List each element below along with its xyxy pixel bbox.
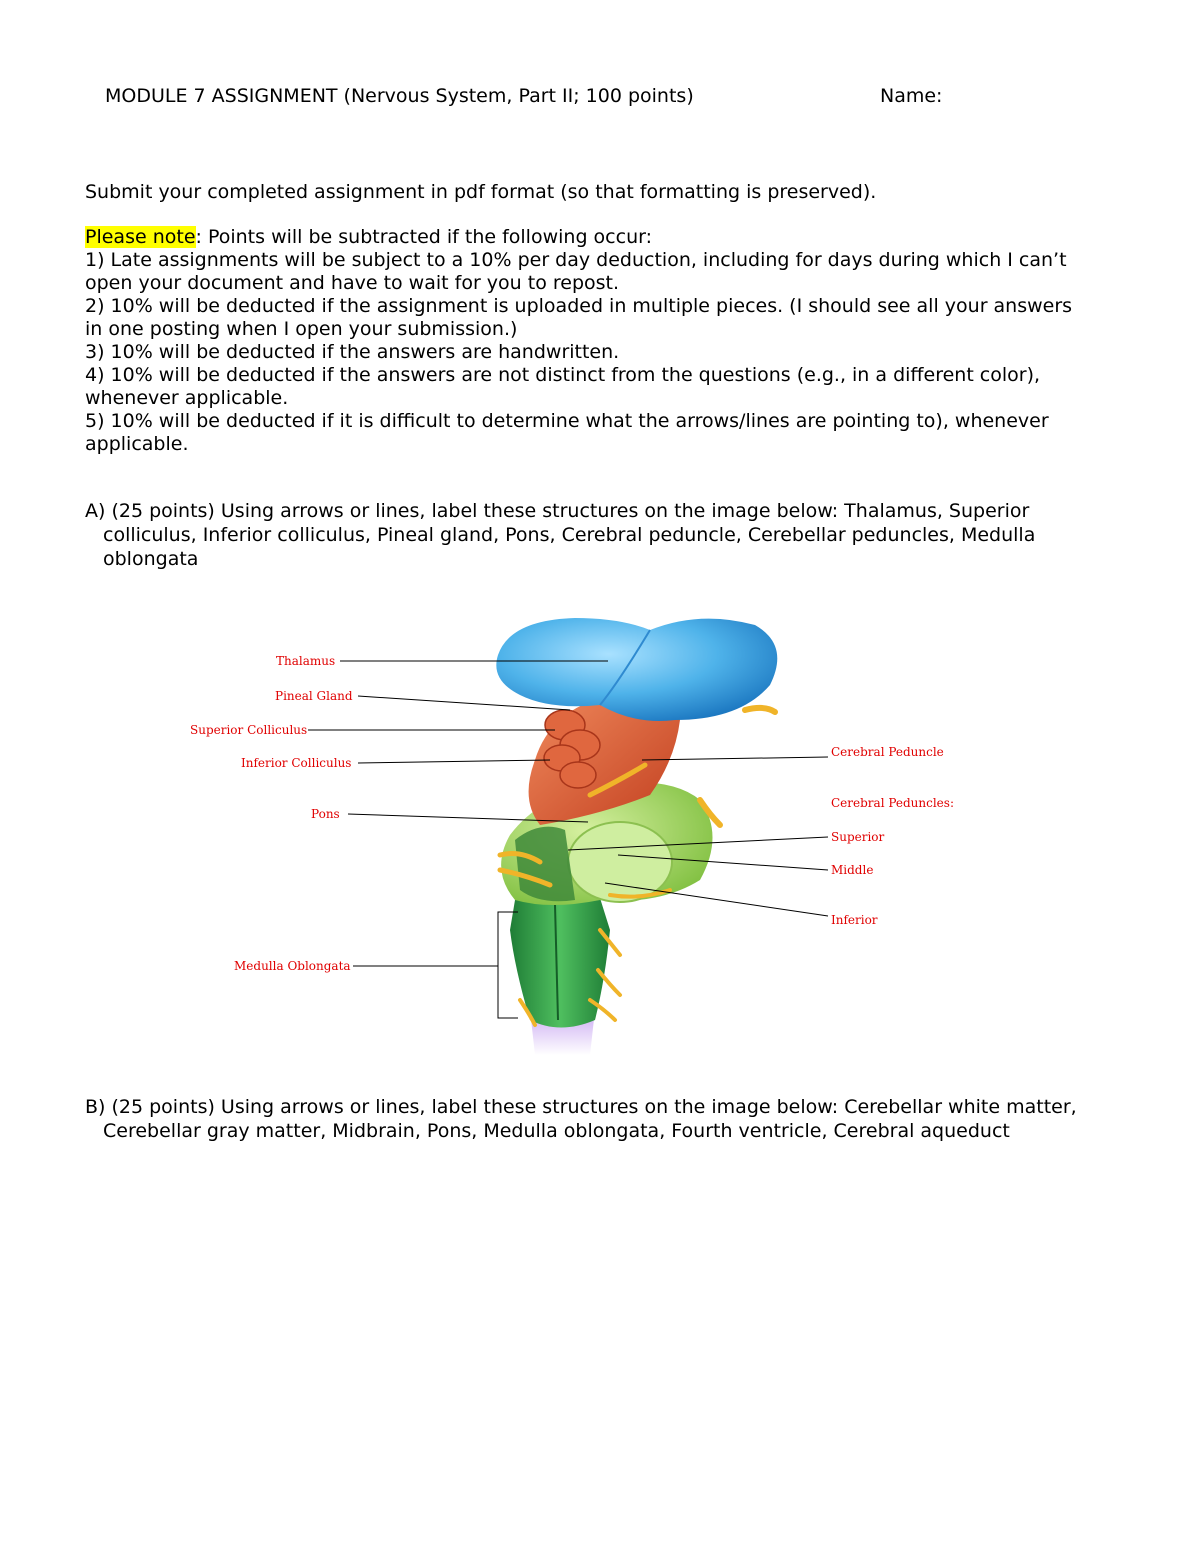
rule-line: 1) Late assignments will be subject to a 10% per day deduction, including for days during which I can’t [85, 249, 1067, 271]
label-inferior-peduncle: Inferior [831, 913, 878, 927]
assignment-title: MODULE 7 ASSIGNMENT (Nervous System, Part II; 100 points) [105, 85, 694, 107]
question-b-line-1: B) (25 points) Using arrows or lines, label these structures on the image below: Cerebellar white matter, [85, 1096, 1077, 1118]
rule-line: 4) 10% will be deducted if the answers are not distinct from the questions (e.g., in a different color), [85, 364, 1041, 386]
label-pineal-gland: Pineal Gland [275, 689, 353, 703]
middle-peduncle-shape [568, 822, 672, 902]
brainstem-figure [180, 600, 980, 1060]
label-pons: Pons [311, 807, 340, 821]
rule-line: 5) 10% will be deducted if it is difficult to determine what the arrows/lines are pointing to), whenever [85, 410, 1049, 432]
rule-line: 3) 10% will be deducted if the answers are handwritten. [85, 341, 620, 363]
submit-instruction: Submit your completed assignment in pdf format (so that formatting is preserved). [85, 181, 877, 203]
note-line [85, 226, 652, 249]
label-cerebellar-peduncles-heading: Cerebral Peduncles: [831, 796, 954, 810]
rule-line: whenever applicable. [85, 387, 289, 409]
label-superior-colliculus: Superior Colliculus [190, 723, 308, 737]
rule-line: applicable. [85, 433, 189, 455]
label-superior-peduncle: Superior [831, 830, 885, 844]
fourth-ventricle-floor [515, 827, 575, 902]
name-label: Name: [880, 85, 943, 107]
label-middle-peduncle: Middle [831, 863, 874, 877]
label-medulla-oblongata: Medulla Oblongata [234, 959, 351, 973]
rule-line: in one posting when I open your submission.) [85, 318, 518, 340]
question-a-line-2: colliculus, Inferior colliculus, Pineal gland, Pons, Cerebral peduncle, Cerebellar peduncles, Medulla [103, 524, 1036, 546]
note-text: : Points will be subtracted if the following occur: [195, 226, 652, 248]
rule-line: 2) 10% will be deducted if the assignment is uploaded in multiple pieces. (I should see all your answers [85, 295, 1073, 317]
question-a-line-3: oblongata [103, 548, 199, 570]
question-a-line-1: A) (25 points) Using arrows or lines, label these structures on the image below: Thalamus, Superior [85, 500, 1030, 522]
rule-line: open your document and have to wait for you to repost. [85, 272, 620, 294]
label-inferior-colliculus: Inferior Colliculus [241, 756, 352, 770]
thalamus-shape [496, 618, 777, 721]
label-cerebral-peduncle: Cerebral Peduncle [831, 745, 944, 759]
label-thalamus: Thalamus [276, 654, 336, 668]
question-b-line-2: Cerebellar gray matter, Midbrain, Pons, Medulla oblongata, Fourth ventricle, Cerebral aqueduct [103, 1120, 1010, 1142]
please-note-highlight: Please note [85, 226, 196, 248]
